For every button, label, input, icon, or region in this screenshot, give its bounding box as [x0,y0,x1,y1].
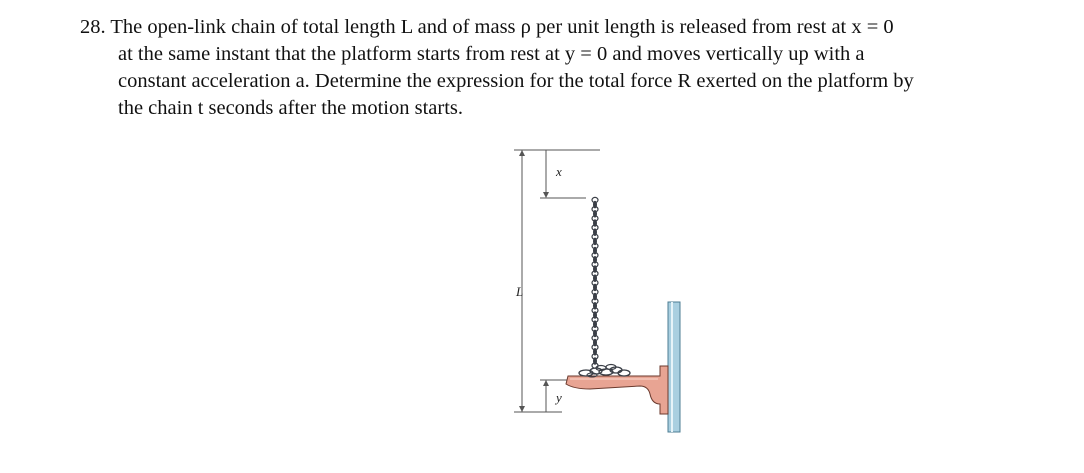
L-dimension-arrowhead-bottom [519,406,525,412]
problem-line-2: at the same instant that the platform starts from rest at y = 0 and moves vertically up with a [118,43,865,65]
problem-line-4: the chain t seconds after the motion starts. [118,97,463,119]
problem-line-3: constant acceleration a. Determine the expression for the total force R exerted on the platform by [118,70,914,92]
wall [668,302,680,432]
label-x: x [556,164,562,179]
problem-statement [80,14,1040,122]
chain-pile [579,365,630,378]
chain-platform-figure [500,140,700,460]
hanging-chain [592,197,598,368]
problem-line-1: 28. The open-link chain of total length L and of mass ρ per unit length is released from rest at x = 0 [80,16,894,38]
figure-svg [500,140,700,460]
label-L: L [516,284,524,299]
x-dimension-arrowhead [543,192,549,198]
y-dimension-arrowhead [543,380,549,386]
L-dimension-arrowhead-top [519,150,525,156]
label-y: y [556,390,562,405]
